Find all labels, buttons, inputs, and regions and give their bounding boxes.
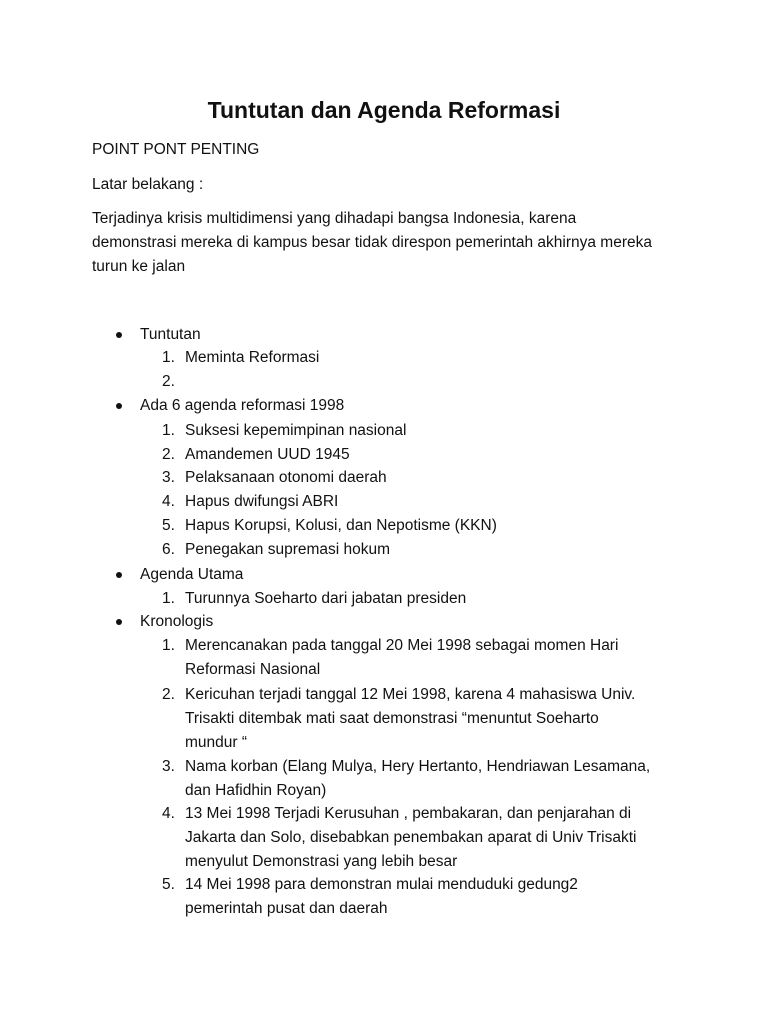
list-text: Merencanakan pada tanggal 20 Mei 1998 sebagai momen Hari Reformasi Nasional xyxy=(185,637,619,678)
bullet-label: Ada 6 agenda reformasi 1998 xyxy=(140,397,345,414)
bullet-item-agenda-utama xyxy=(0,563,768,587)
intro-line: Terjadinya krisis multidimensi yang dihadapi bangsa Indonesia, karena xyxy=(92,210,577,227)
list-number: 6. xyxy=(162,541,175,558)
bullet-icon xyxy=(116,403,122,409)
list-text: Hapus Korupsi, Kolusi, dan Nepotisme (KKN) xyxy=(185,517,497,534)
list-number: 1. xyxy=(162,637,175,654)
list-text: Turunnya Soeharto dari jabatan presiden xyxy=(185,590,467,607)
list-text: Penegakan supremasi hokum xyxy=(185,541,391,558)
intro-line: demonstrasi mereka di kampus besar tidak direspon pemerintah akhirnya mereka xyxy=(92,234,652,251)
bullet-item-kronologis xyxy=(0,610,768,634)
intro-line: turun ke jalan xyxy=(92,258,186,275)
bullet-icon xyxy=(116,619,122,625)
list-number: 1. xyxy=(162,590,175,607)
list-number: 3. xyxy=(162,758,175,775)
subtitle: POINT PONT PENTING xyxy=(92,141,260,158)
bullet-label: Kronologis xyxy=(140,613,214,630)
list-number: 2. xyxy=(162,446,175,463)
list-text: Kericuhan terjadi tanggal 12 Mei 1998, karena 4 mahasiswa Univ. Trisakti ditembak mati saat demonstrasi “menuntut Soeharto mundur “ xyxy=(185,686,636,751)
list-number: 4. xyxy=(162,805,175,822)
list-text: 13 Mei 1998 Terjadi Kerusuhan , pembakaran, dan penjarahan di Jakarta dan Solo, disebabkan penembakan aparat di Univ Trisakti menyulut Demonstrasi yang lebih besar xyxy=(185,805,637,870)
list-number: 2. xyxy=(162,686,175,703)
list-text: Meminta Reformasi xyxy=(185,349,320,366)
list-text: Suksesi kepemimpinan nasional xyxy=(185,422,407,439)
list-text: Hapus dwifungsi ABRI xyxy=(185,493,339,510)
list-text: 14 Mei 1998 para demonstran mulai menduduki gedung2 pemerintah pusat dan daerah xyxy=(185,876,578,917)
list-number: 2. xyxy=(162,373,175,390)
bullet-label: Tuntutan xyxy=(140,326,201,343)
bullet-item-agenda xyxy=(0,394,768,418)
list-number: 5. xyxy=(162,876,175,893)
background-label: Latar belakang : xyxy=(92,176,204,193)
list-number: 1. xyxy=(162,349,175,366)
bullet-icon xyxy=(116,572,122,578)
list-text: Nama korban (Elang Mulya, Hery Hertanto, Hendriawan Lesamana, dan Hafidhin Royan) xyxy=(185,758,651,799)
document-title: Tuntutan dan Agenda Reformasi xyxy=(207,97,561,123)
list-text: Amandemen UUD 1945 xyxy=(185,446,350,463)
list-text: Pelaksanaan otonomi daerah xyxy=(185,469,387,486)
list-number: 4. xyxy=(162,493,175,510)
list-number: 3. xyxy=(162,469,175,486)
list-number: 5. xyxy=(162,517,175,534)
list-number: 1. xyxy=(162,422,175,439)
bullet-label: Agenda Utama xyxy=(140,566,244,583)
bullet-item-tuntutan xyxy=(0,323,768,347)
bullet-icon xyxy=(116,332,122,338)
